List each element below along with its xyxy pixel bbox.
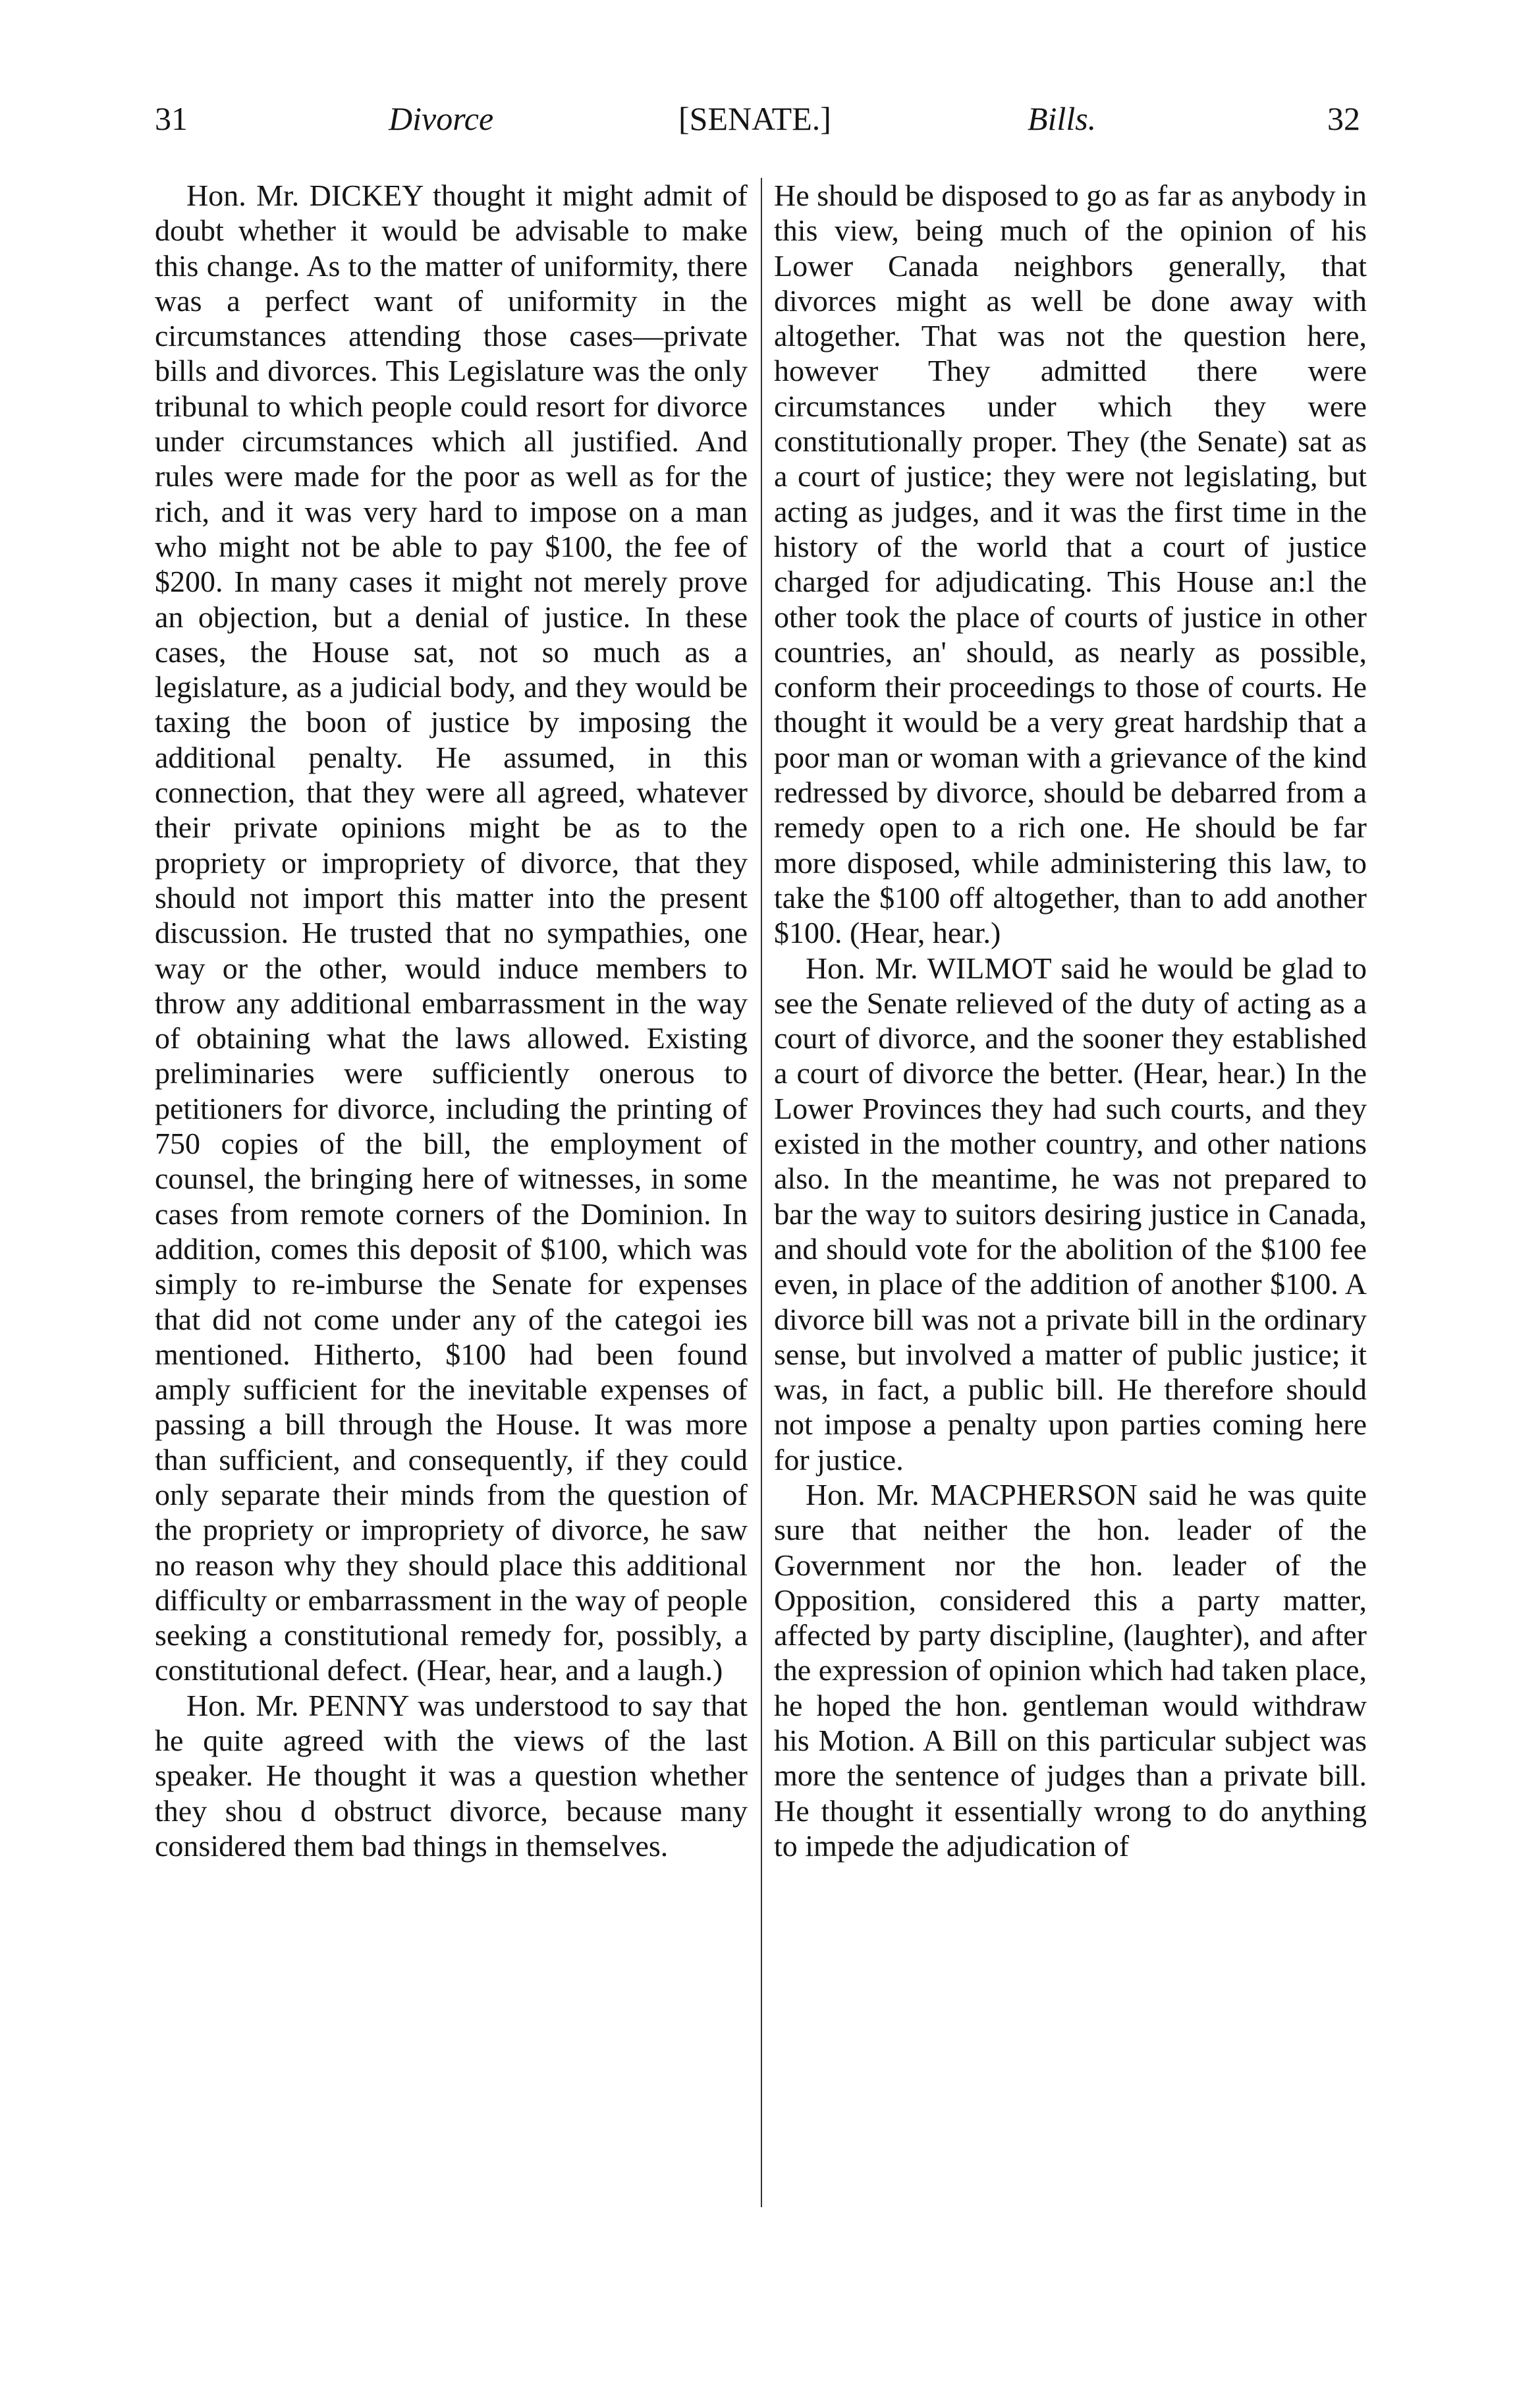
running-title-left: Divorce [389, 100, 494, 137]
paragraph-penny: Hon. Mr. PENNY was understood to say that he quite agreed with the views of the last speaker. He thought it was a question whether they shou d obstruct divorce, because many considered them bad things in themselves. [155, 1688, 748, 1863]
page-number-left: 31 [155, 100, 188, 137]
running-title-center: [SENATE.] [678, 100, 831, 137]
right-column [774, 178, 1367, 1863]
page-number-right: 32 [1327, 100, 1360, 137]
paragraph-macpherson: Hon. Mr. MACPHERSON said he was quite sure that neither the hon. leader of the Government nor the hon. leader of the Opposition, considered this a party matter, affected by party discipline, (laughter), and after the expression of opinion which had taken place, he hoped the hon. gentleman would withdraw his Motion. A Bill on this particular subject was more the sentence of judges than a private bill. He thought it essentially wrong to do anything to impede the adjudication of [774, 1477, 1367, 1863]
page-header [155, 99, 1380, 152]
running-title-right: Bills. [1028, 100, 1097, 137]
paragraph-penny-continued: He should be disposed to go as far as anybody in this view, being much of the opinion of his Lower Canada neighbors generally, that divorces might as well be done away with altogether. That was not the question here, however They admitted there were circumstances under which they were constitutionally proper. They (the Senate) sat as a court of justice; they were not legislating, but acting as judges, and it was the first time in the history of the world that a court of justice charged for adjudicating. This House an:l the other took the place of courts of justice in other countries, an' should, as nearly as possible, conform their proceedings to those of courts. He thought it would be a very great hardship that a poor man or woman with a grievance of the kind redressed by divorce, should be debarred from a remedy open to a rich one. He should be far more disposed, while administering this law, to take the $100 off altogether, than to add another $100. (Hear, hear.) [774, 179, 1367, 950]
column-divider [761, 178, 762, 2207]
left-column [155, 178, 748, 1863]
paragraph-wilmot: Hon. Mr. WILMOT said he would be glad to see the Senate relieved of the duty of acting as a court of divorce, and the sooner they established a court of divorce the better. (Hear, hear.) In the Lower Provinces they had such courts, and they existed in the mother country, and other nations also. In the meantime, he was not prepared to bar the way to suitors desiring justice in Canada, and should vote for the abolition of the $100 fee even, in place of the addition of another $100. A divorce bill was not a private bill in the ordinary sense, but involved a matter of public justice; it was, in fact, a public bill. He therefore should not impose a penalty upon parties coming here for justice. [774, 951, 1367, 1477]
paragraph-dickey: Hon. Mr. DICKEY thought it might admit of doubt whether it would be advisable to make this change. As to the matter of uniformity, there was a perfect want of uniformity in the circumstances attending those cases—private bills and divorces. This Legislature was the only tribunal to which people could resort for divorce under circumstances which all justified. And rules were made for the poor as well as for the rich, and it was very hard to impose on a man who might not be able to pay $100, the fee of $200. In many cases it might not merely prove an objection, but a denial of justice. In these cases, the House sat, not so much as a legislature, as a judicial body, and they would be taxing the boon of justice by imposing the additional penalty. He assumed, in this connection, that they were all agreed, whatever their private opinions might be as to the propriety or impropriety of divorce, that they should not import this matter into the present discussion. He trusted that no sympathies, one way or the other, would induce members to throw any additional embarrassment in the way of obtaining what the laws allowed. Existing preliminaries were sufficiently onerous to petitioners for divorce, including the printing of 750 copies of the bill, the employment of counsel, the bringing here of witnesses, in some cases from remote corners of the Dominion. In addition, comes this deposit of $100, which was simply to re-imburse the Senate for expenses that did not come under any of the categoi ies mentioned. Hitherto, $100 had been found amply sufficient for the inevitable expenses of passing a bill through the House. It was more than sufficient, and consequently, if they could only separate their minds from the question of the propriety or impropriety of divorce, he saw no reason why they should place this additional difficulty or embarrassment in the way of people seeking a constitutional remedy for, possibly, a constitutional defect. (Hear, hear, and a laugh.) [155, 179, 748, 1687]
